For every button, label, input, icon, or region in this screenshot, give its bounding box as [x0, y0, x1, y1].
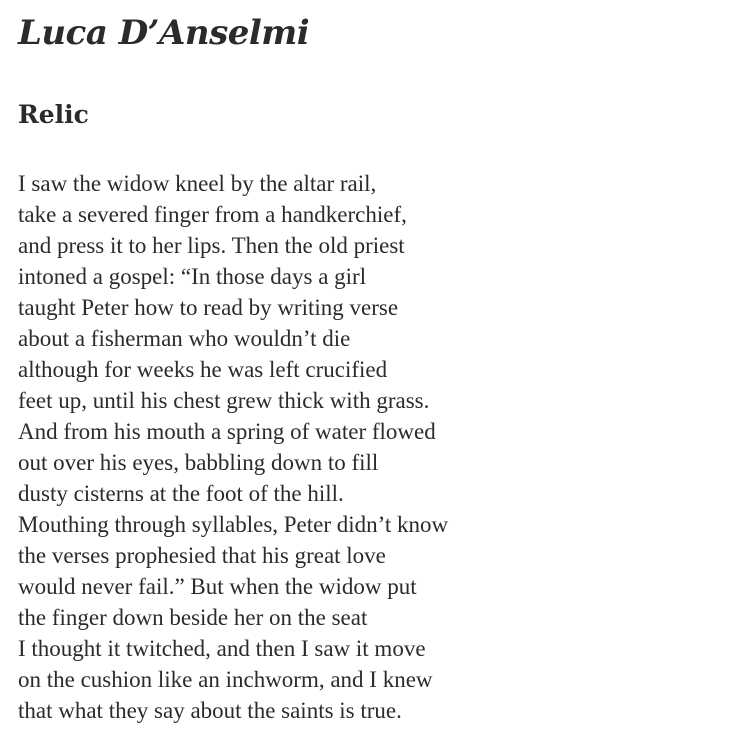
poem-line: taught Peter how to read by writing verse [18, 295, 399, 320]
poem-line: dusty cisterns at the foot of the hill. [18, 481, 344, 506]
poem-line: on the cushion like an inchworm, and I knew [18, 667, 433, 692]
poem-line: about a fisherman who wouldn’t die [18, 326, 351, 351]
poem-line: that what they say about the saints is true. [18, 698, 402, 723]
poem-line: would never fail.” But when the widow put [18, 574, 417, 599]
poem-page [18, 0, 718, 726]
poem-line: feet up, until his chest grew thick with grass. [18, 388, 430, 413]
poem-line: take a severed finger from a handkerchief, [18, 202, 407, 227]
poem-line: I saw the widow kneel by the altar rail, [18, 171, 377, 196]
poem-line: And from his mouth a spring of water flowed [18, 419, 436, 444]
poem-title: Relic [18, 100, 89, 129]
poem-line: I thought it twitched, and then I saw it move [18, 636, 426, 661]
poem-line: Mouthing through syllables, Peter didn’t know [18, 512, 449, 537]
author-name: Luca D’Anselmi [18, 13, 310, 53]
poem-line: the verses prophesied that his great love [18, 543, 386, 568]
poem-line: the finger down beside her on the seat [18, 605, 368, 630]
poem-line: and press it to her lips. Then the old priest [18, 233, 405, 258]
poem-line: intoned a gospel: “In those days a girl [18, 264, 367, 289]
poem-line: although for weeks he was left crucified [18, 357, 388, 382]
poem-line: out over his eyes, babbling down to fill [18, 450, 379, 475]
poem-body [18, 168, 718, 726]
